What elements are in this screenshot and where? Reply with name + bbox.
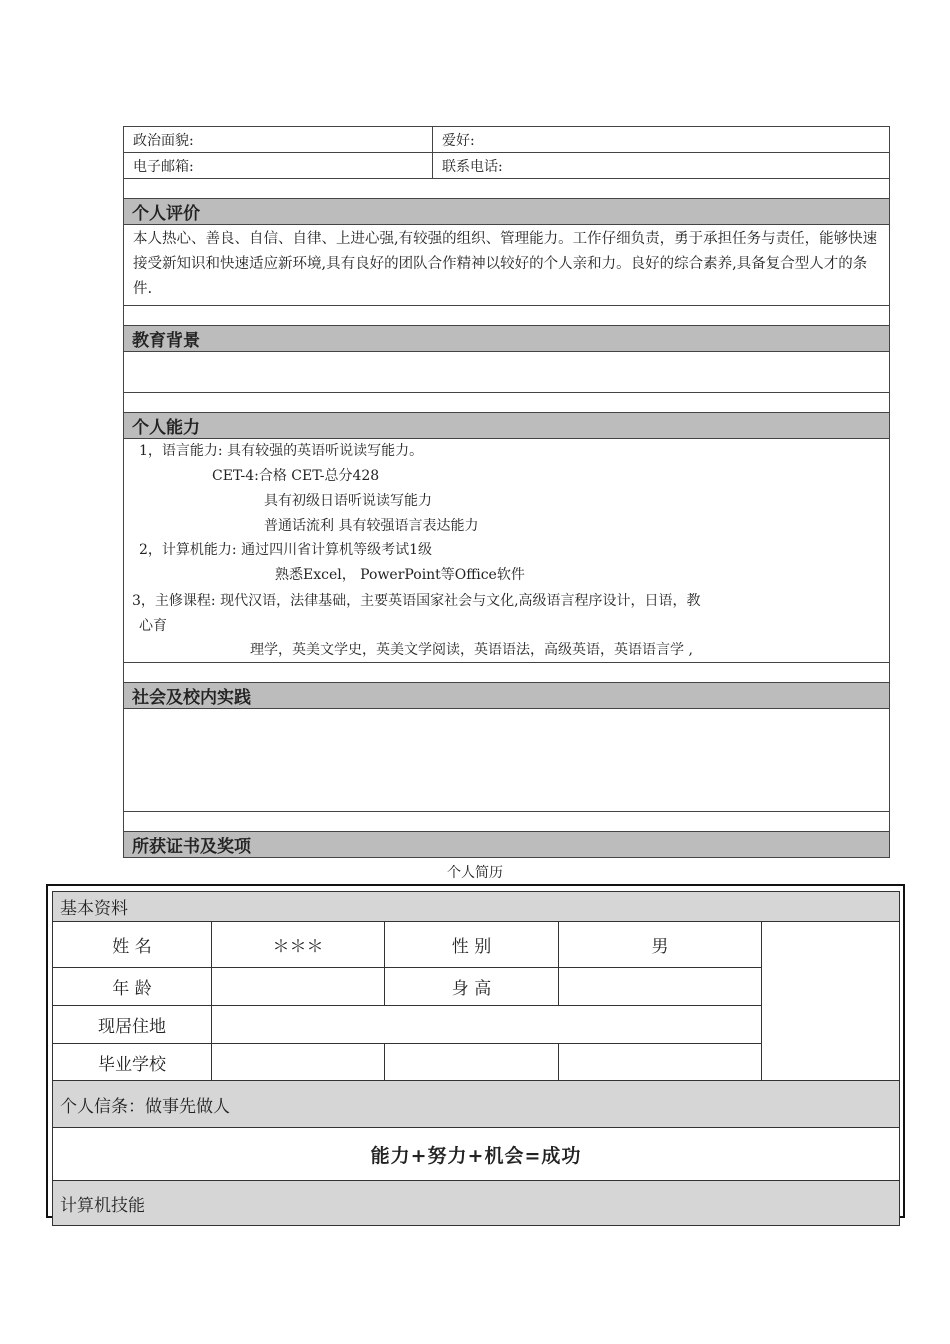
- gender-value: 男: [559, 922, 762, 968]
- school-extra-1: [385, 1044, 559, 1081]
- resume-frame: [46, 884, 905, 1218]
- ability-line: 3，主修课程: 现代汉语，法律基础，主要英语国家社会与文化,高级语言程序设计，日语，教: [132, 593, 701, 609]
- address-value: [212, 1006, 762, 1044]
- computer-skills-header: 计算机技能: [53, 1181, 900, 1226]
- motto-value: 能力+努力+机会=成功: [53, 1128, 900, 1181]
- education-content: [124, 352, 890, 393]
- ability-line: 心育: [139, 618, 167, 634]
- ability-line: 1，语言能力: 具有较强的英语听说读写能力。: [139, 443, 424, 459]
- photo-cell: [762, 922, 900, 1081]
- spacer-row: [124, 663, 890, 683]
- political-status-field: 政治面貌:: [124, 127, 433, 153]
- address-label: 现居住地: [53, 1006, 212, 1044]
- spacer-row: [124, 393, 890, 413]
- section-self-eval: 个人评价: [124, 199, 890, 225]
- height-label: 身 高: [385, 968, 559, 1006]
- name-label: 姓 名: [53, 922, 212, 968]
- gender-label: 性 别: [385, 922, 559, 968]
- school-label: 毕业学校: [53, 1044, 212, 1081]
- ability-line: 理学，英美文学史，英美文学阅读，英语语法，高级英语，英语语言学 ,: [250, 642, 693, 658]
- email-field: 电子邮箱:: [124, 153, 433, 179]
- spacer-row: [124, 179, 890, 199]
- self-eval-text: 本人热心、善良、自信、自律、上进心强,有较强的组织、管理能力。工作仔细负责，勇于承担任务与责任，能够快速接受新知识和快速适应新环境,具有良好的团队合作精神以较好的个人亲和力。良好的综合素养,具备复合型人才的条件.: [124, 225, 890, 306]
- spacer-row: [124, 812, 890, 832]
- practice-content: [124, 709, 890, 812]
- name-value: ＊＊＊: [212, 922, 385, 968]
- hobby-field: 爱好:: [433, 127, 890, 153]
- resume-top-table: [123, 126, 890, 858]
- ability-line: CET-4:合格 CET-总分428: [212, 468, 380, 484]
- motto-label: 个人信条：做事先做人: [53, 1081, 900, 1128]
- section-education: 教育背景: [124, 326, 890, 352]
- school-extra-2: [559, 1044, 762, 1081]
- age-value: [212, 968, 385, 1006]
- section-ability: 个人能力: [124, 413, 890, 439]
- ability-content: [124, 439, 890, 663]
- age-label: 年 龄: [53, 968, 212, 1006]
- section-practice: 社会及校内实践: [124, 683, 890, 709]
- phone-field: 联系电话:: [433, 153, 890, 179]
- basic-info-header: 基本资料: [53, 892, 900, 922]
- resume-caption: 个人简历: [447, 865, 503, 881]
- basic-info-table: [52, 891, 900, 1226]
- height-value: [559, 968, 762, 1006]
- ability-line: 具有初级日语听说读写能力: [264, 493, 432, 509]
- spacer-row: [124, 306, 890, 326]
- school-value: [212, 1044, 385, 1081]
- ability-line: 2，计算机能力: 通过四川省计算机等级考试1级: [139, 542, 432, 558]
- ability-line: 熟悉Excel， PowerPoint等Office软件: [275, 567, 525, 583]
- section-awards: 所获证书及奖项: [124, 832, 890, 858]
- ability-line: 普通话流利 具有较强语言表达能力: [264, 518, 479, 534]
